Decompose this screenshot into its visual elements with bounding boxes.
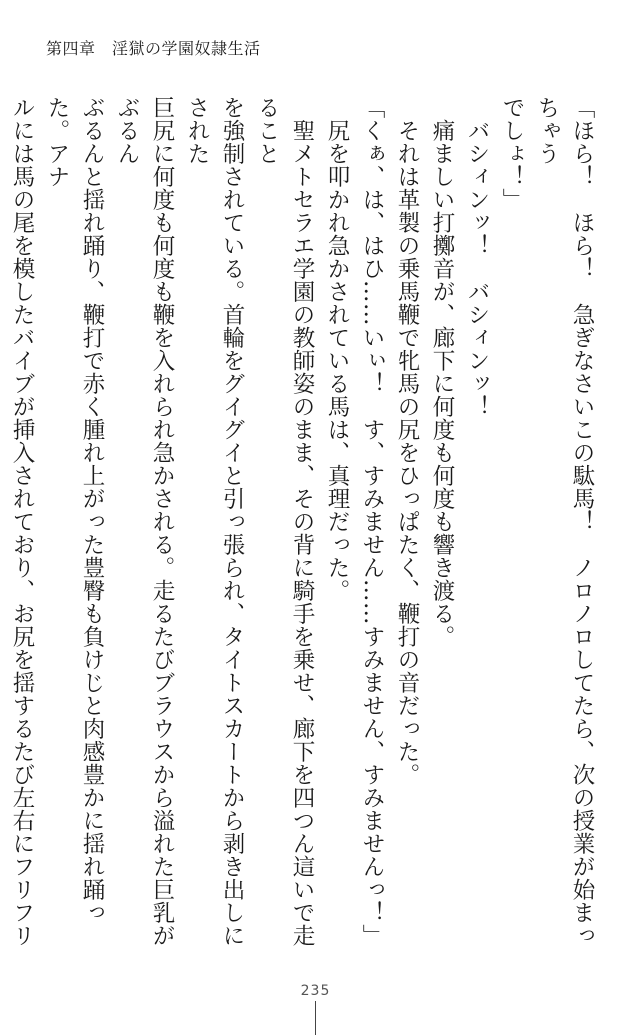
body-text: [0, 96, 599, 956]
folio-rule: [315, 1001, 316, 1035]
text-line: でしょ！」: [499, 96, 525, 211]
text-line: 巨尻に何度も何度も鞭を入れられ急かされる。走るたびブラウスから溢れた巨乳がぶるん: [114, 96, 175, 947]
running-header: 第四章 淫獄の学園奴隷生活: [46, 39, 261, 58]
text-line: ぶるんと揺れ踊り、鞭打で赤く腫れ上がった豊臀も負けじと肉感豊かに揺れ踊った。アナ: [44, 96, 105, 924]
text-line: 聖メトセラエ学園の教師姿のまま、その背に騎手を乗せ、廊下を四つん這いで走ること: [254, 96, 315, 947]
text-line: 「くぁ、は、はひ……いぃ！ す、すみません……すみません、すみませんっ！」: [359, 96, 385, 947]
text-line: バシィンッ！ バシィンッ！: [464, 96, 490, 418]
text-line: 尻を叩かれ急かされている馬は、真理だった。: [324, 96, 350, 602]
text-line: を強制されている。首輪をグイグイと引っ張られ、タイトスカートから剥き出しにされた: [184, 96, 245, 947]
text-line: ルには馬の尾を模したバイブが挿入されており、お尻を揺するたび左右にフリフリ: [9, 96, 35, 947]
text-line: 痛ましい打擲音が、廊下に何度も何度も響き渡る。: [429, 96, 455, 648]
text-line: 「ほら！ ほら！ 急ぎなさいこの駄馬！ ノロノロしてたら、次の授業が始まっちゃう: [534, 96, 595, 947]
page-number: 235: [300, 983, 331, 999]
text-line: それは革製の乗馬鞭で牝馬の尻をひっぱたく、鞭打の音だった。: [394, 96, 420, 786]
